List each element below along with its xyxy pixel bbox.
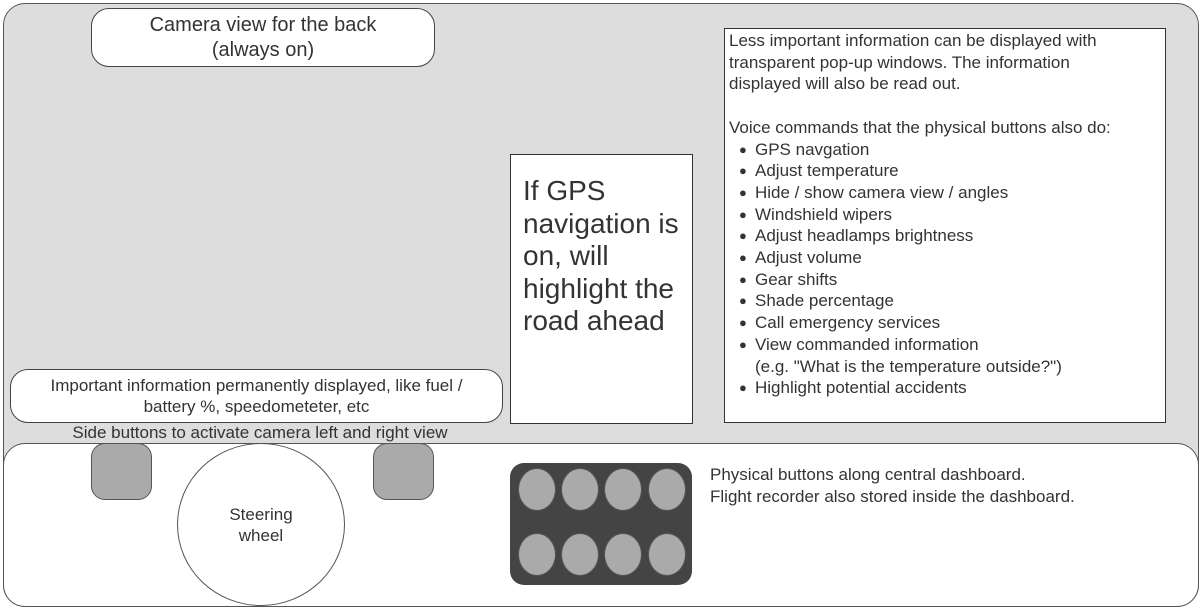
popup-info-line: Less important information can be displayed with bbox=[729, 31, 1097, 50]
voice-command-item: ● View commanded information (e.g. "What is the temperature outside?") bbox=[739, 334, 1062, 376]
dashboard-note-line: Flight recorder also stored inside the dashboard. bbox=[710, 486, 1075, 506]
side-buttons-label: Side buttons to activate camera left and right view bbox=[72, 423, 448, 442]
dashboard-button[interactable] bbox=[518, 533, 556, 576]
back-camera-view bbox=[91, 8, 435, 67]
dashboard-button-panel bbox=[510, 463, 692, 585]
bullet-icon: ● bbox=[739, 163, 747, 179]
steering-wheel-label: Steering wheel bbox=[229, 504, 293, 545]
voice-command-list bbox=[729, 139, 1161, 399]
voice-command-item: ● Windshield wipers bbox=[739, 204, 892, 224]
voice-command-item: ● Highlight potential accidents bbox=[739, 378, 967, 398]
bullet-icon: ● bbox=[739, 250, 747, 266]
bullet-icon: ● bbox=[739, 315, 747, 331]
dashboard-button[interactable] bbox=[648, 468, 686, 511]
bullet-icon: ● bbox=[739, 271, 747, 287]
bullet-icon: ● bbox=[739, 293, 747, 309]
gps-highlight-note: If GPS navigation is on, will highlight the road ahead bbox=[510, 154, 693, 424]
dashboard-button[interactable] bbox=[604, 533, 642, 576]
voice-command-item: ● Adjust volume bbox=[739, 248, 862, 268]
voice-command-item: ● GPS navgation bbox=[739, 139, 870, 159]
bullet-icon: ● bbox=[739, 141, 747, 157]
left-camera-button[interactable] bbox=[91, 443, 152, 500]
bullet-icon: ● bbox=[739, 206, 747, 222]
voice-command-item: ● Adjust temperature bbox=[739, 161, 899, 181]
voice-commands-heading: Voice commands that the physical buttons also do: bbox=[729, 117, 1111, 137]
bullet-icon: ● bbox=[739, 380, 747, 396]
steering-wheel[interactable] bbox=[177, 443, 345, 606]
voice-command-example: (e.g. "What is the temperature outside?") bbox=[755, 356, 1062, 376]
voice-command-item: ● Hide / show camera view / angles bbox=[739, 182, 1009, 202]
dashboard-button[interactable] bbox=[561, 468, 599, 511]
voice-command-item: ● Shade percentage bbox=[739, 291, 894, 311]
bullet-icon: ● bbox=[739, 228, 747, 244]
right-camera-button[interactable] bbox=[373, 443, 434, 500]
dashboard-button[interactable] bbox=[648, 533, 686, 576]
voice-command-item: ● Call emergency services bbox=[739, 313, 941, 333]
dashboard-button[interactable] bbox=[561, 533, 599, 576]
bullet-icon: ● bbox=[739, 336, 747, 352]
popup-info-line: displayed will also be read out. bbox=[729, 74, 961, 94]
back-camera-note: (always on) bbox=[211, 38, 315, 61]
popup-info-panel bbox=[724, 28, 1166, 423]
voice-command-item: ● Adjust headlamps brightness bbox=[739, 226, 974, 246]
dashboard-note-line: Physical buttons along central dashboard. bbox=[710, 465, 1026, 484]
bullet-icon: ● bbox=[739, 184, 747, 200]
dashboard-note bbox=[710, 464, 1180, 507]
voice-command-item: ● Gear shifts bbox=[739, 269, 838, 289]
popup-info-line: transparent pop-up windows. The information bbox=[729, 52, 1070, 72]
important-info-display: Important information permanently displayed, like fuel / battery %, speedometeter, etc bbox=[10, 369, 503, 423]
dashboard-button[interactable] bbox=[518, 468, 556, 511]
back-camera-label: Camera view for the back bbox=[149, 13, 377, 36]
dashboard-button[interactable] bbox=[604, 468, 642, 511]
